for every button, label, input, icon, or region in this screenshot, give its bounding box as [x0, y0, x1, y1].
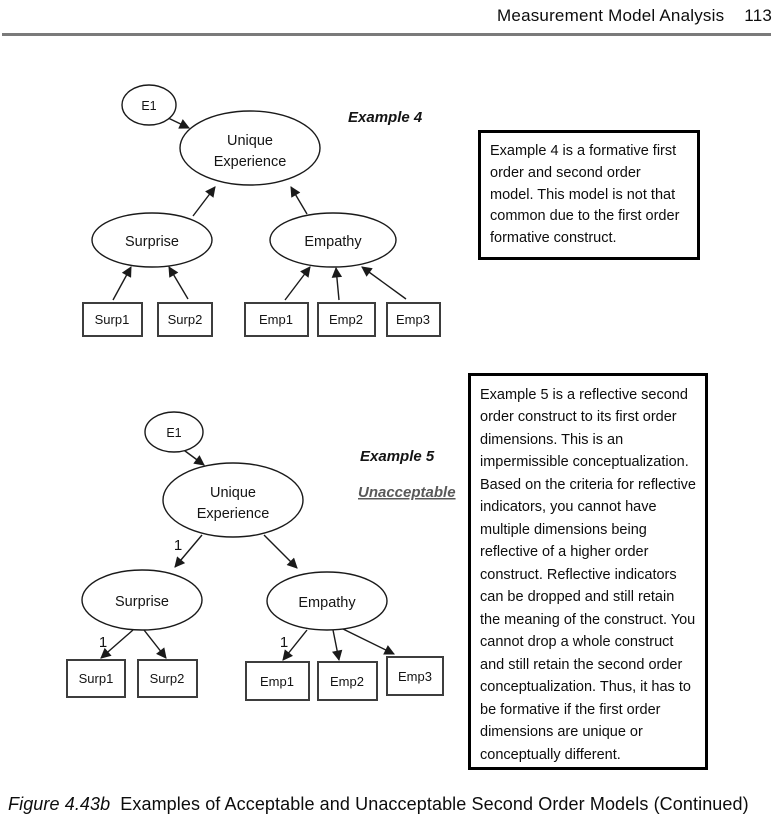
e5-arrow-ue-to-empathy	[264, 535, 297, 568]
e4-unique-experience-label-line2: Experience	[213, 154, 287, 170]
figure-caption-label: Figure 4.43b	[8, 794, 111, 814]
example5-diagram	[67, 412, 456, 700]
e5-emp3-label: Emp3	[398, 669, 432, 684]
example4-title: Example 4	[348, 109, 423, 126]
e4-emp1-label: Emp1	[259, 312, 293, 327]
e4-surprise-label: Surprise	[125, 234, 179, 250]
e4-arrow-empathy-to-ue	[291, 187, 307, 214]
example4-note-box	[478, 130, 700, 260]
e4-unique-experience-label-line1: Unique	[227, 133, 273, 149]
e5-surp2-label: Surp2	[149, 671, 185, 686]
e5-arrow-empathy-to-emp3	[341, 628, 394, 654]
e4-surp1-label: Surp1	[94, 312, 130, 327]
e5-path-label-ue-surprise: 1	[173, 537, 183, 554]
e5-unique-experience-label-line1: Unique	[210, 485, 256, 501]
e4-arrow-surprise-to-ue	[193, 187, 215, 216]
e5-path-label-surprise-surp1: 1	[98, 634, 108, 651]
example5-status-label: Unacceptable	[358, 484, 456, 501]
page-number: 113	[744, 6, 772, 25]
e4-error-term-label: E1	[141, 99, 157, 113]
e5-emp2-label: Emp2	[330, 674, 364, 689]
e4-arrow-emp2-to-empathy	[336, 268, 339, 300]
e4-arrow-emp3-to-empathy	[362, 267, 406, 299]
example5-title: Example 5	[360, 448, 435, 465]
e4-emp2-label: Emp2	[329, 312, 363, 327]
e5-emp1-label: Emp1	[260, 674, 294, 689]
e4-arrow-surp2-to-surprise	[169, 267, 188, 299]
e5-error-term-label: E1	[166, 426, 182, 440]
e5-arrow-surprise-to-surp2	[144, 630, 166, 658]
e4-empathy-label: Empathy	[304, 234, 362, 250]
running-header-title: Measurement Model Analysis	[497, 6, 725, 25]
e4-emp3-label: Emp3	[396, 312, 430, 327]
e5-surp1-label: Surp1	[78, 671, 114, 686]
e4-surp2-label: Surp2	[167, 312, 203, 327]
e5-path-label-empathy-emp1: 1	[279, 634, 289, 651]
e5-arrow-empathy-to-emp2	[333, 630, 339, 660]
figure-caption	[8, 794, 780, 815]
example5-note-box	[468, 373, 708, 770]
example4-diagram	[83, 85, 440, 336]
e5-empathy-label: Empathy	[298, 595, 356, 611]
e4-arrow-surp1-to-surprise	[113, 267, 131, 300]
example4-note-text: Example 4 is a formative first order and second order model. This model is not that common due to the first order formative construct.	[490, 143, 680, 246]
example5-note-text: Example 5 is a reflective second order construct to its first order dimensions. This is an impermissible conceptualization. Based on the criteria for reflective indicators, you cannot have multiple dimensions being reflective of a higher order construct. Reflective indicators can be dropped and still retain the meaning of the construct. You cannot drop a whole construct and still retain the second order conceptualization. Thus, it has to be formative if the first order dimensions are unique or conceptually different.	[480, 387, 696, 763]
e5-unique-experience-label-line2: Experience	[196, 506, 270, 522]
e4-arrow-emp1-to-empathy	[285, 267, 310, 300]
figure-caption-text: Examples of Acceptable and Unacceptable Second Order Models (Continued)	[120, 794, 749, 814]
e5-surprise-label: Surprise	[115, 594, 169, 610]
